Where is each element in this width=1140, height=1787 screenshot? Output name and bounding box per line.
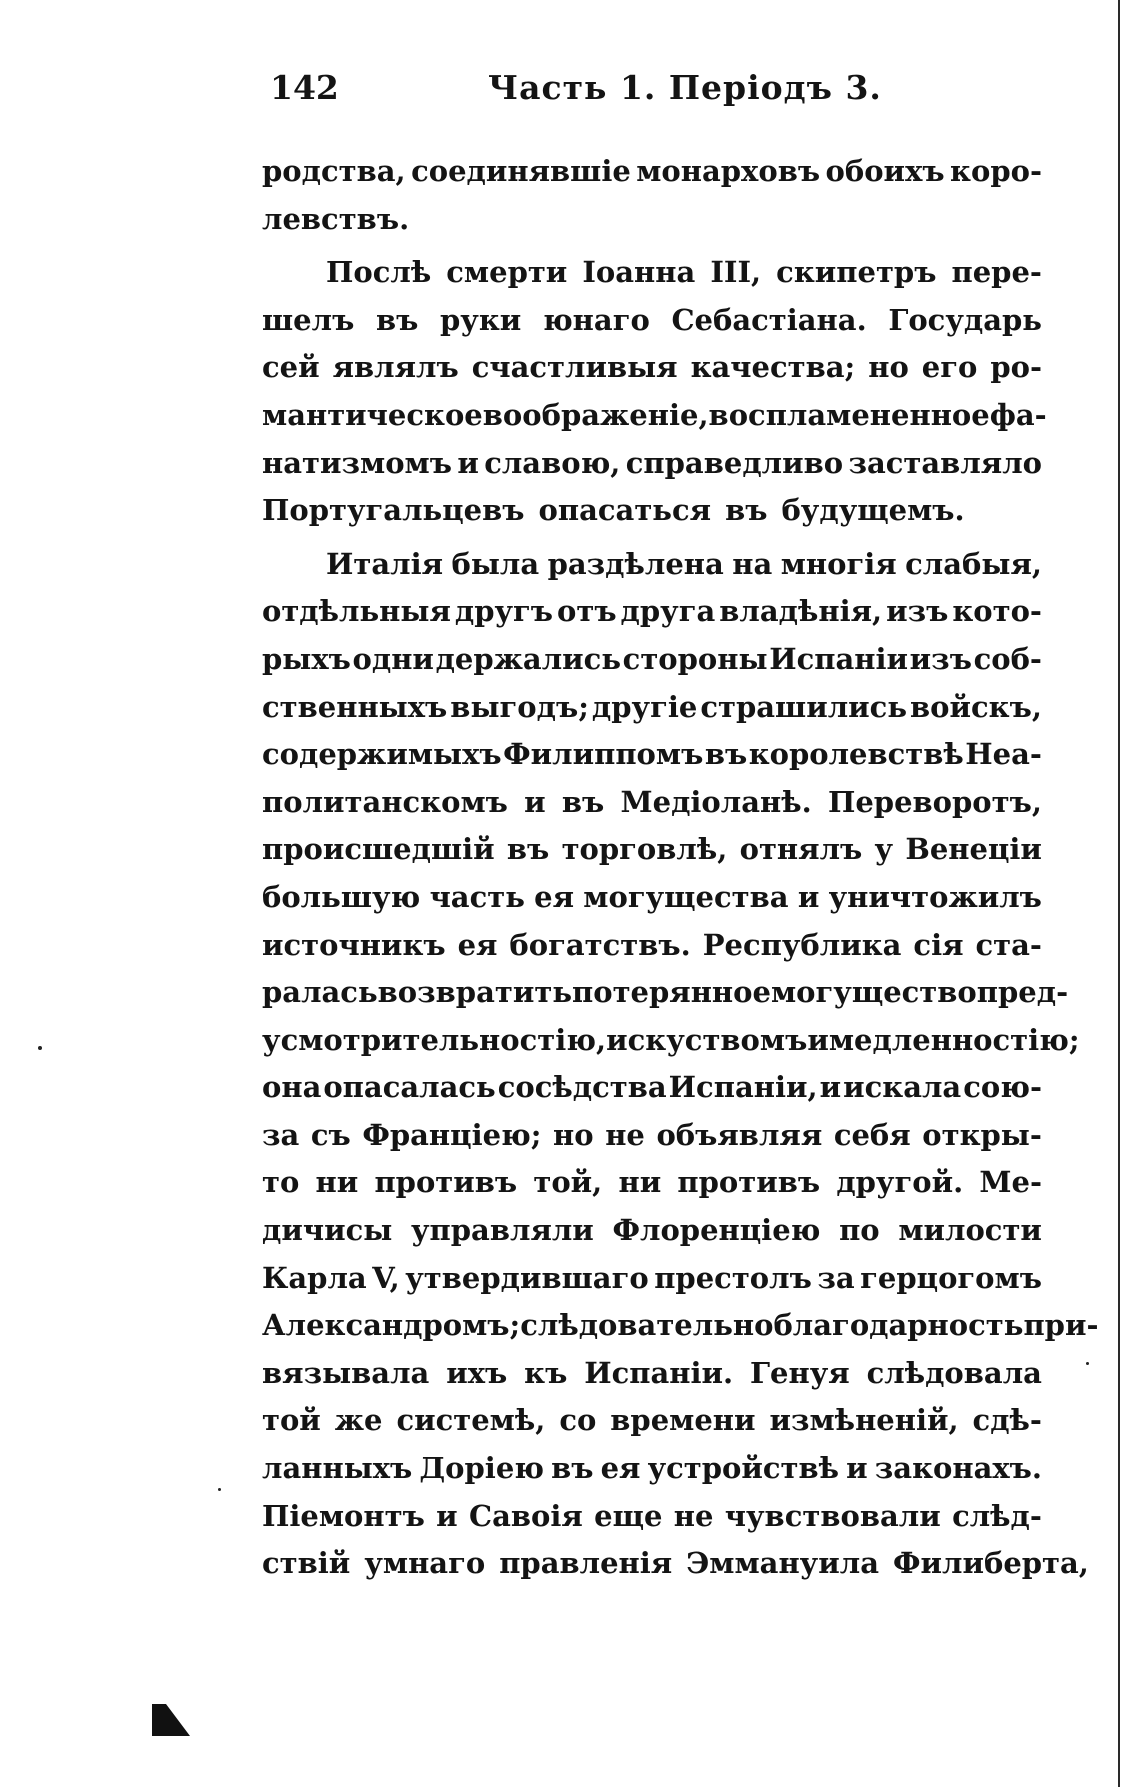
word: Флоренцiею — [612, 1213, 821, 1248]
word: утвердившаго — [405, 1260, 649, 1295]
word: слѣдовательно — [520, 1308, 774, 1343]
word: соединявшiе — [411, 154, 631, 188]
text-line — [262, 1350, 1042, 1398]
text-line — [262, 588, 1042, 636]
word: ни — [315, 1165, 359, 1200]
word: отнялъ — [739, 832, 863, 867]
text-line — [262, 1397, 1042, 1445]
text-line — [262, 1064, 1042, 1112]
text-line — [262, 1207, 1042, 1255]
scan-speck — [38, 1046, 42, 1050]
word: III, — [710, 255, 762, 290]
word: не — [673, 1498, 714, 1533]
word: владѣнiя, — [719, 594, 883, 629]
word: измѣненiй, — [769, 1403, 959, 1438]
text-line — [262, 1302, 1099, 1350]
text-line — [262, 1445, 1042, 1493]
word: въ — [506, 832, 550, 867]
word: происшедшiй — [262, 832, 495, 867]
word: сою- — [963, 1070, 1042, 1105]
word: сдѣ- — [972, 1403, 1042, 1438]
word: она — [262, 1070, 322, 1105]
word: въ — [704, 737, 748, 772]
word: Медiоланѣ. — [620, 784, 812, 819]
text-line — [262, 969, 1069, 1017]
word: родства, — [262, 154, 406, 188]
word: обоихъ — [825, 154, 945, 188]
text-line — [262, 1112, 1042, 1160]
word: ралась — [262, 975, 378, 1010]
word: не — [605, 1117, 645, 1152]
word: Филиппомъ — [503, 737, 704, 772]
word: войскъ, — [910, 689, 1042, 724]
word: ста- — [975, 927, 1042, 962]
word: большую — [262, 879, 421, 914]
word: сiя — [913, 927, 964, 962]
word: юнаго — [542, 302, 650, 337]
word: въ — [375, 302, 419, 337]
word: мантическое — [262, 397, 483, 432]
word: славою, — [484, 445, 621, 480]
body-text — [262, 148, 1099, 1588]
text-line — [262, 487, 1042, 535]
word: то — [262, 1165, 300, 1200]
word: Республика — [702, 927, 902, 962]
word: ея — [600, 1451, 641, 1486]
word: и — [524, 784, 546, 819]
word: Переворотъ, — [827, 784, 1042, 819]
text-line — [262, 148, 1042, 196]
text-line — [262, 684, 1042, 732]
word: ея — [534, 879, 575, 914]
word: правленiя — [499, 1546, 673, 1581]
word: сосѣдства — [497, 1070, 667, 1105]
word: законахъ. — [874, 1451, 1042, 1486]
word: качества; — [690, 350, 856, 385]
text-line — [262, 779, 1042, 827]
word: Португальцевъ — [262, 493, 525, 528]
word: содержимыхъ — [262, 737, 502, 772]
page-number: 142 — [270, 68, 339, 107]
word: Дорiею — [419, 1451, 544, 1486]
word: смерти — [446, 255, 568, 290]
text-line — [262, 636, 1042, 684]
word: часть — [429, 879, 525, 914]
word: и — [457, 445, 479, 480]
word: стороны — [622, 641, 768, 676]
text-line — [262, 392, 1047, 440]
word: устройствѣ — [647, 1451, 840, 1486]
word: въ — [561, 784, 605, 819]
word: многiя — [780, 546, 897, 581]
text-line — [262, 922, 1042, 970]
word: богатствъ. — [509, 927, 691, 962]
word: Iоанна — [582, 255, 696, 290]
word: пере- — [951, 255, 1042, 290]
word: на — [732, 546, 773, 581]
word: Ме- — [979, 1165, 1042, 1200]
text-line — [262, 1540, 1089, 1588]
scan-speck — [1086, 1362, 1089, 1365]
text-line — [262, 1493, 1042, 1541]
word: въ — [551, 1451, 594, 1486]
word: управляли — [410, 1213, 594, 1248]
word: съ — [310, 1117, 351, 1152]
word: отдѣльныя — [262, 594, 451, 629]
word: слабыя, — [905, 546, 1042, 581]
word: торговлѣ, — [561, 832, 728, 867]
word: опасаться — [538, 493, 712, 528]
word: V, — [372, 1260, 400, 1295]
word: королевствѣ — [748, 737, 964, 772]
word: Испанiи — [769, 641, 909, 676]
word: въ — [725, 493, 768, 528]
word: и — [819, 1070, 842, 1105]
word: Италiя — [326, 546, 444, 581]
word: возвратить — [377, 975, 573, 1010]
text-line — [262, 440, 1042, 488]
word: другiе — [591, 689, 698, 724]
word: была — [451, 546, 540, 581]
word: коро- — [950, 154, 1042, 188]
word: усмотрительностiю, — [262, 1022, 607, 1057]
text-line — [262, 249, 1042, 297]
word: Филиберта, — [893, 1546, 1089, 1581]
word: Испанiи. — [584, 1355, 734, 1390]
word: рыхъ — [262, 641, 351, 676]
word: опасалась — [323, 1070, 496, 1105]
word: противъ — [374, 1165, 518, 1200]
word: къ — [524, 1355, 568, 1390]
word: Генуя — [750, 1355, 850, 1390]
text-line — [262, 1255, 1042, 1303]
word: за — [817, 1260, 855, 1295]
word: выгодъ; — [450, 689, 589, 724]
word: сей — [262, 350, 320, 385]
text-line — [262, 196, 1042, 244]
text-line — [262, 1159, 1042, 1207]
word: могущество — [770, 975, 977, 1010]
word: монарховъ — [636, 154, 821, 188]
word: системѣ, — [396, 1403, 546, 1438]
word: чувствовали — [724, 1498, 941, 1533]
word: искала — [843, 1070, 962, 1105]
word: изъ — [909, 641, 972, 676]
word: той — [262, 1403, 321, 1438]
word: воспламененное — [708, 397, 990, 432]
word: со — [559, 1403, 597, 1438]
word: раздѣлена — [547, 546, 724, 581]
word: будущемъ. — [781, 493, 965, 528]
word: руки — [440, 302, 522, 337]
word: Послѣ — [326, 255, 432, 290]
word: ни — [618, 1165, 662, 1200]
word: у — [874, 832, 894, 867]
word: благодарность — [773, 1308, 1024, 1343]
text-line — [262, 541, 1042, 589]
text-line — [262, 826, 1042, 874]
word: и — [846, 1451, 868, 1486]
word: источникъ — [262, 927, 446, 962]
word: ствiй — [262, 1546, 351, 1581]
text-line — [262, 297, 1042, 345]
page-edge-line — [1118, 0, 1120, 1787]
word: дичисы — [262, 1213, 393, 1248]
word: держались — [435, 641, 622, 676]
word: счастливыя — [471, 350, 678, 385]
word: его — [921, 350, 978, 385]
word: ланныхъ — [262, 1451, 413, 1486]
word: но — [868, 350, 909, 385]
word: слѣд- — [952, 1498, 1042, 1533]
word: скипетръ — [776, 255, 937, 290]
word: Савоiя — [469, 1498, 583, 1533]
word: соб- — [973, 641, 1042, 676]
word: медленностiю; — [828, 1022, 1080, 1057]
word: умнаго — [364, 1546, 486, 1581]
word: ственныхъ — [262, 689, 448, 724]
word: являлъ — [332, 350, 459, 385]
word: воображенiе, — [482, 397, 709, 432]
word: пред- — [976, 975, 1069, 1010]
word: потерянное — [572, 975, 771, 1010]
word: же — [334, 1403, 383, 1438]
word: Себастiана. — [671, 302, 867, 337]
text-line — [262, 1017, 1080, 1065]
word: заставляло — [848, 445, 1042, 480]
word: Карла — [262, 1260, 367, 1295]
word: другъ — [454, 594, 554, 629]
word: и — [797, 879, 820, 914]
word: кото- — [952, 594, 1042, 629]
word: при- — [1023, 1308, 1099, 1343]
text-line — [262, 874, 1042, 922]
page-header — [262, 62, 1040, 122]
word: Пiемонтъ — [262, 1498, 425, 1533]
word: страшились — [700, 689, 908, 724]
word: Францiею; — [362, 1117, 542, 1152]
word: себя — [833, 1117, 911, 1152]
word: друга — [620, 594, 716, 629]
word: Государь — [888, 302, 1042, 337]
word: Александромъ; — [262, 1308, 521, 1343]
word: уничтожилъ — [828, 879, 1042, 914]
word: милости — [898, 1213, 1042, 1248]
word: герцогомъ — [860, 1260, 1042, 1295]
word: политанскомъ — [262, 784, 508, 819]
word: изъ — [886, 594, 949, 629]
word: но — [553, 1117, 594, 1152]
word: другой. — [836, 1165, 964, 1200]
word: фа- — [989, 397, 1047, 432]
text-line — [262, 731, 1042, 779]
word: Венецiи — [905, 832, 1042, 867]
word: по — [839, 1213, 880, 1248]
word: объявляя — [656, 1117, 823, 1152]
word: ихъ — [446, 1355, 508, 1390]
word: Эммануила — [686, 1546, 879, 1581]
text-line — [262, 344, 1042, 392]
word: ея — [457, 927, 498, 962]
word: натизмомъ — [262, 445, 452, 480]
word: времени — [610, 1403, 756, 1438]
word: могущества — [583, 879, 789, 914]
running-title: Часть 1. Перiодъ 3. — [488, 68, 882, 107]
word: и — [436, 1498, 458, 1533]
word: искуствомъ — [606, 1022, 808, 1057]
word: левствъ. — [262, 201, 410, 236]
scan-speck — [218, 1488, 221, 1491]
word: противъ — [677, 1165, 821, 1200]
word: отъ — [557, 594, 617, 629]
word: шелъ — [262, 302, 355, 337]
word: откры- — [922, 1117, 1042, 1152]
word: Неа- — [965, 737, 1042, 772]
word: той, — [533, 1165, 603, 1200]
word: ро- — [990, 350, 1042, 385]
word: слѣдовала — [866, 1355, 1042, 1390]
word: престолъ — [654, 1260, 812, 1295]
word: вязывала — [262, 1355, 430, 1390]
word: справедливо — [625, 445, 844, 480]
word: еще — [594, 1498, 663, 1533]
word: Испанiи, — [668, 1070, 818, 1105]
word: за — [262, 1117, 300, 1152]
word: и — [807, 1022, 829, 1057]
word: одни — [352, 641, 434, 676]
